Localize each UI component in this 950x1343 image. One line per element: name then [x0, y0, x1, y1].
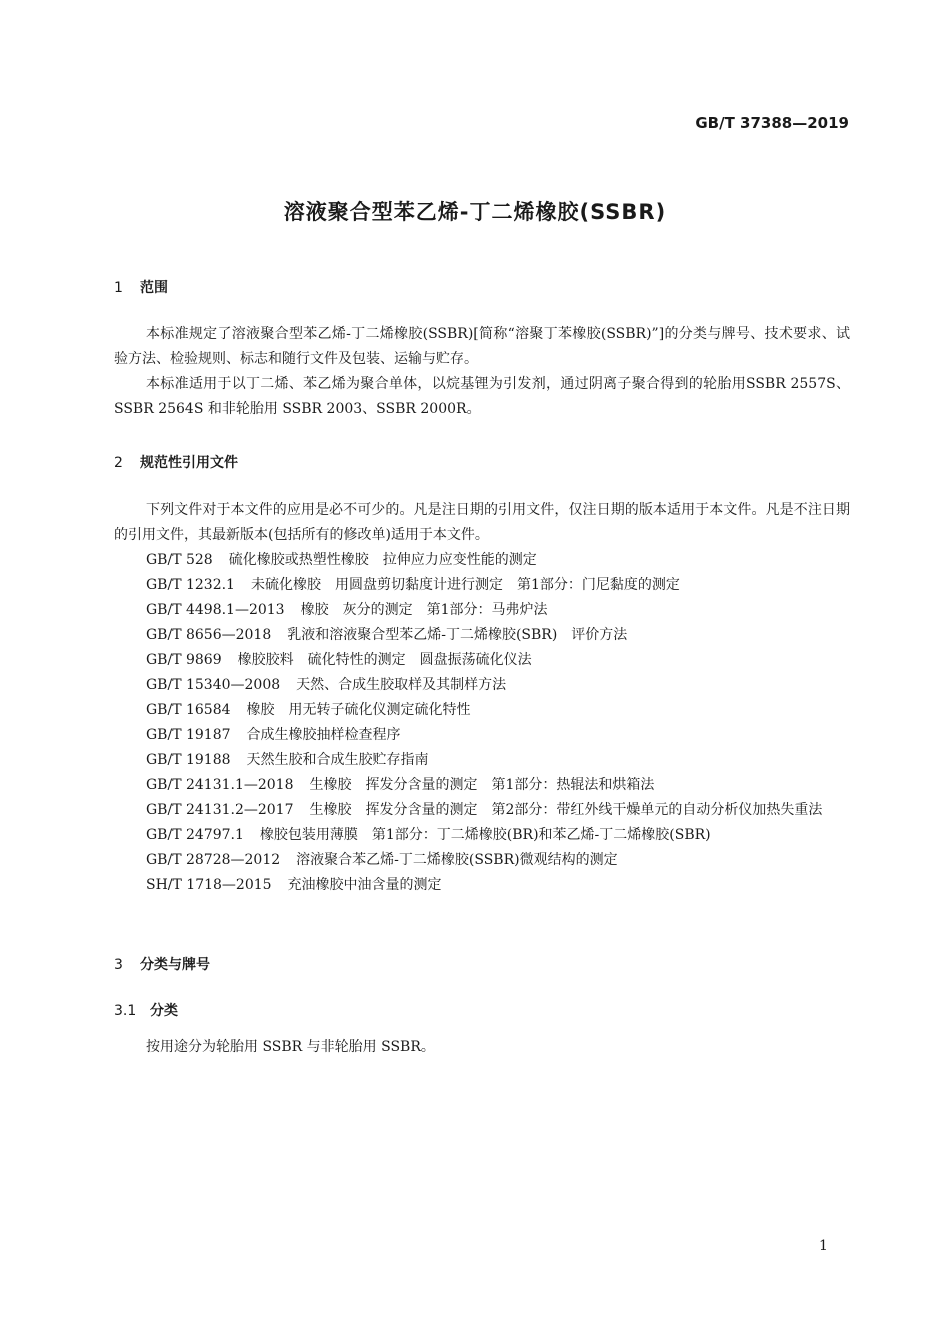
reference-code: GB/T 8656—2018 [146, 627, 272, 643]
scope-paragraph-1: 本标准规定了溶液聚合型苯乙烯-丁二烯橡胶(SSBR)[简称“溶聚丁苯橡胶(SSBR)”]的分类与牌号、技术要求、试验方法、检验规则、标志和随行文件及包装、运输与贮存。 [114, 326, 850, 367]
reference-title: 橡胶 灰分的测定 第1部分：马弗炉法 [300, 602, 548, 618]
reference-title: 未硫化橡胶 用圆盘剪切黏度计进行测定 第1部分：门尼黏度的测定 [250, 577, 680, 593]
reference-item [114, 723, 850, 748]
reference-code: GB/T 15340—2008 [146, 677, 281, 693]
section-title: 范围 [140, 280, 168, 296]
reference-item [114, 698, 850, 723]
scope-paragraph-2: 本标准适用于以丁二烯、苯乙烯为聚合单体，以烷基锂为引发剂，通过阴离子聚合得到的轮胎用SSBR 2557S、SSBR 2564S 和非轮胎用 SSBR 2003、SSBR 2000R。 [114, 376, 850, 417]
reference-code: GB/T 24131.1—2018 [146, 777, 294, 793]
reference-item [114, 623, 850, 648]
reference-item [114, 823, 850, 848]
reference-title: 天然、合成生胶取样及其制样方法 [296, 677, 507, 693]
reference-title: 生橡胶 挥发分含量的测定 第2部分：带红外线干燥单元的自动分析仪加热失重法 [309, 802, 823, 818]
page-number: 1 [819, 1238, 828, 1254]
reference-code: GB/T 28728—2012 [146, 852, 281, 868]
reference-code: GB/T 19187 [146, 727, 231, 743]
reference-title: 橡胶包装用薄膜 第1部分：丁二烯橡胶(BR)和苯乙烯-丁二烯橡胶(SBR) [259, 827, 711, 843]
section-2-heading [114, 452, 238, 472]
reference-item [114, 648, 850, 673]
reference-title: 溶液聚合苯乙烯-丁二烯橡胶(SSBR)微观结构的测定 [296, 852, 618, 868]
reference-title: 硫化橡胶或热塑性橡胶 拉伸应力应变性能的测定 [228, 552, 537, 568]
section-3-1-heading [114, 1000, 178, 1020]
reference-title: 橡胶胶料 硫化特性的测定 圆盘振荡硫化仪法 [237, 652, 532, 668]
subsection-title: 分类 [150, 1003, 178, 1019]
section-number: 2 [114, 455, 123, 471]
reference-title: 合成生橡胶抽样检查程序 [246, 727, 401, 743]
reference-code: GB/T 16584 [146, 702, 231, 718]
section-title: 规范性引用文件 [140, 455, 238, 471]
reference-item [114, 873, 850, 898]
section-1-heading [114, 277, 168, 297]
classification-paragraph: 按用途分为轮胎用 SSBR 与非轮胎用 SSBR。 [146, 1039, 435, 1055]
section-3-heading [114, 954, 210, 974]
reference-item [114, 773, 850, 798]
reference-code: GB/T 4498.1—2013 [146, 602, 285, 618]
reference-code: GB/T 9869 [146, 652, 222, 668]
normative-references-list [114, 548, 850, 898]
reference-title: 生橡胶 挥发分含量的测定 第1部分：热辊法和烘箱法 [309, 777, 655, 793]
reference-item [114, 748, 850, 773]
section-title: 分类与牌号 [140, 957, 210, 973]
reference-item [114, 548, 850, 573]
subsection-number: 3.1 [114, 1003, 137, 1019]
document-title: 溶液聚合型苯乙烯-丁二烯橡胶(SSBR) [283, 200, 667, 224]
reference-code: GB/T 528 [146, 552, 213, 568]
reference-code: GB/T 24797.1 [146, 827, 244, 843]
standard-code: GB/T 37388—2019 [695, 114, 849, 132]
reference-item [114, 848, 850, 873]
reference-title: 乳液和溶液聚合型苯乙烯-丁二烯橡胶(SBR) 评价方法 [287, 627, 628, 643]
section-number: 3 [114, 957, 123, 973]
reference-item [114, 673, 850, 698]
reference-item [114, 598, 850, 623]
reference-code: GB/T 19188 [146, 752, 231, 768]
reference-item [114, 798, 850, 823]
reference-item [114, 573, 850, 598]
references-intro: 下列文件对于本文件的应用是必不可少的。凡是注日期的引用文件，仅注日期的版本适用于本文件。凡是不注日期的引用文件，其最新版本(包括所有的修改单)适用于本文件。 [114, 502, 850, 543]
reference-title: 天然生胶和合成生胶贮存指南 [246, 752, 429, 768]
reference-code: SH/T 1718—2015 [146, 877, 272, 893]
reference-title: 充油橡胶中油含量的测定 [287, 877, 442, 893]
reference-title: 橡胶 用无转子硫化仪测定硫化特性 [246, 702, 471, 718]
reference-code: GB/T 1232.1 [146, 577, 235, 593]
reference-code: GB/T 24131.2—2017 [146, 802, 294, 818]
section-number: 1 [114, 280, 123, 296]
